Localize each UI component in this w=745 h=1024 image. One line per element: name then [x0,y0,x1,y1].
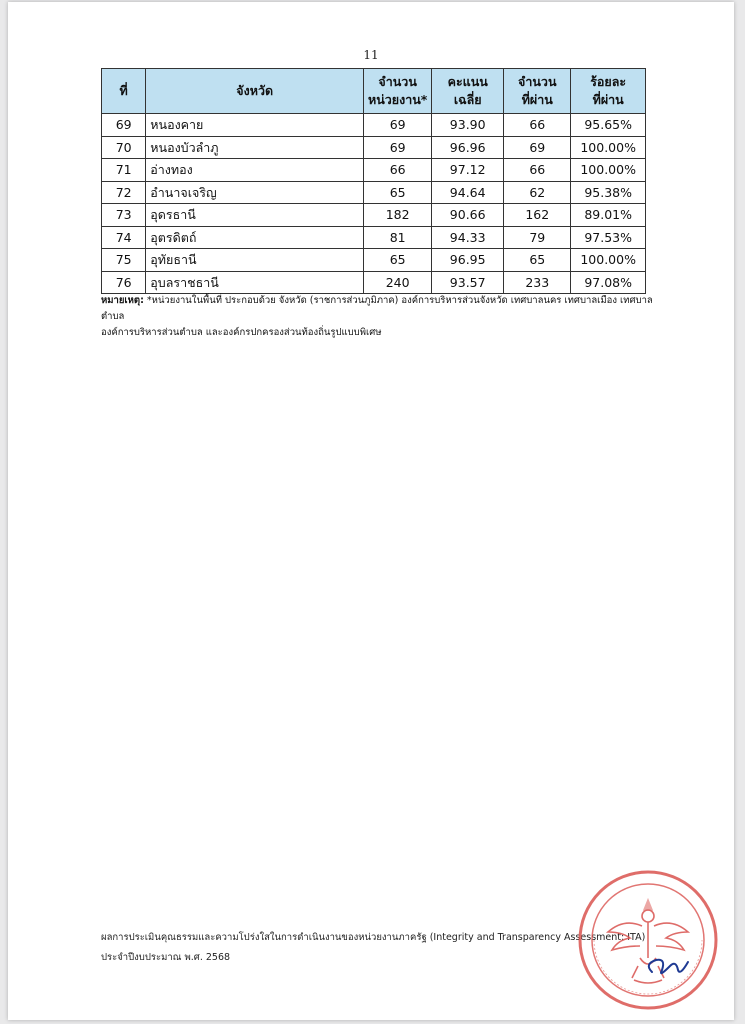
cell-units: 65 [364,249,432,272]
cell-units: 240 [364,271,432,294]
cell-province: อุดรธานี [146,204,364,227]
cell-passed: 162 [504,204,571,227]
cell-province: หนองบัวลำภู [146,136,364,159]
header-units: จำนวน หน่วยงาน* [364,69,432,114]
cell-passed: 65 [504,249,571,272]
cell-average-score: 90.66 [432,204,504,227]
cell-passed: 66 [504,114,571,137]
cell-province: หนองคาย [146,114,364,137]
cell-percent-passed: 100.00% [571,159,646,182]
cell-units: 66 [364,159,432,182]
footnote-line-1: *หน่วยงานในพื้นที่ ประกอบด้วย จังหวัด (ราชการส่วนภูมิภาค) องค์การบริหารส่วนจังหวัด เทศบาลนคร เทศบาลเมือง เทศบาลตำบล [101,295,653,322]
cell-units: 69 [364,114,432,137]
cell-percent-passed: 95.38% [571,181,646,204]
footer-fiscal-year: ประจำปีงบประมาณ พ.ศ. 2568 [101,952,231,963]
cell-province: อ่างทอง [146,159,364,182]
cell-percent-passed: 95.65% [571,114,646,137]
cell-average-score: 93.57 [432,271,504,294]
cell-province: อุทัยธานี [146,249,364,272]
table-row [102,271,646,294]
table-body [102,114,646,294]
cell-average-score: 96.96 [432,136,504,159]
cell-province: อุบลราชธานี [146,271,364,294]
cell-passed: 79 [504,226,571,249]
cell-units: 182 [364,204,432,227]
header-no: ที่ [102,69,146,114]
header-province: จังหวัด [146,69,364,114]
table-row [102,204,646,227]
cell-percent-passed: 100.00% [571,136,646,159]
table-row [102,114,646,137]
cell-percent-passed: 89.01% [571,204,646,227]
cell-percent-passed: 97.53% [571,226,646,249]
cell-no: 69 [102,114,146,137]
cell-average-score: 94.33 [432,226,504,249]
table-row [102,226,646,249]
footnote-label: หมายเหตุ: [101,295,144,306]
cell-no: 75 [102,249,146,272]
cell-province: อุตรดิตถ์ [146,226,364,249]
footnote [101,293,661,341]
cell-average-score: 96.95 [432,249,504,272]
table-row [102,181,646,204]
cell-no: 71 [102,159,146,182]
table-row [102,249,646,272]
header-average-score: คะแนน เฉลี่ย [432,69,504,114]
cell-percent-passed: 100.00% [571,249,646,272]
cell-average-score: 94.64 [432,181,504,204]
footer-title: ผลการประเมินคุณธรรมและความโปร่งใสในการดำเนินงานของหน่วยงานภาครัฐ (Integrity and Transparency Assessment: ITA) [101,932,646,943]
cell-passed: 62 [504,181,571,204]
cell-province: อำนาจเจริญ [146,181,364,204]
cell-no: 76 [102,271,146,294]
cell-no: 73 [102,204,146,227]
page-number: 11 [363,48,379,62]
cell-no: 72 [102,181,146,204]
header-passed: จำนวน ที่ผ่าน [504,69,571,114]
table-row [102,136,646,159]
cell-units: 65 [364,181,432,204]
cell-passed: 233 [504,271,571,294]
cell-percent-passed: 97.08% [571,271,646,294]
cell-units: 69 [364,136,432,159]
cell-passed: 69 [504,136,571,159]
province-score-table [101,68,646,294]
cell-units: 81 [364,226,432,249]
header-percent-passed: ร้อยละ ที่ผ่าน [571,69,646,114]
document-page [8,2,734,1020]
cell-no: 74 [102,226,146,249]
cell-passed: 66 [504,159,571,182]
cell-no: 70 [102,136,146,159]
cell-average-score: 93.90 [432,114,504,137]
table-row [102,159,646,182]
table-header-row [102,69,646,114]
footnote-line-2: องค์การบริหารส่วนตำบล และองค์กรปกครองส่วนท้องถิ่นรูปแบบพิเศษ [101,327,382,338]
cell-average-score: 97.12 [432,159,504,182]
garuda-seal-icon [574,866,722,1014]
